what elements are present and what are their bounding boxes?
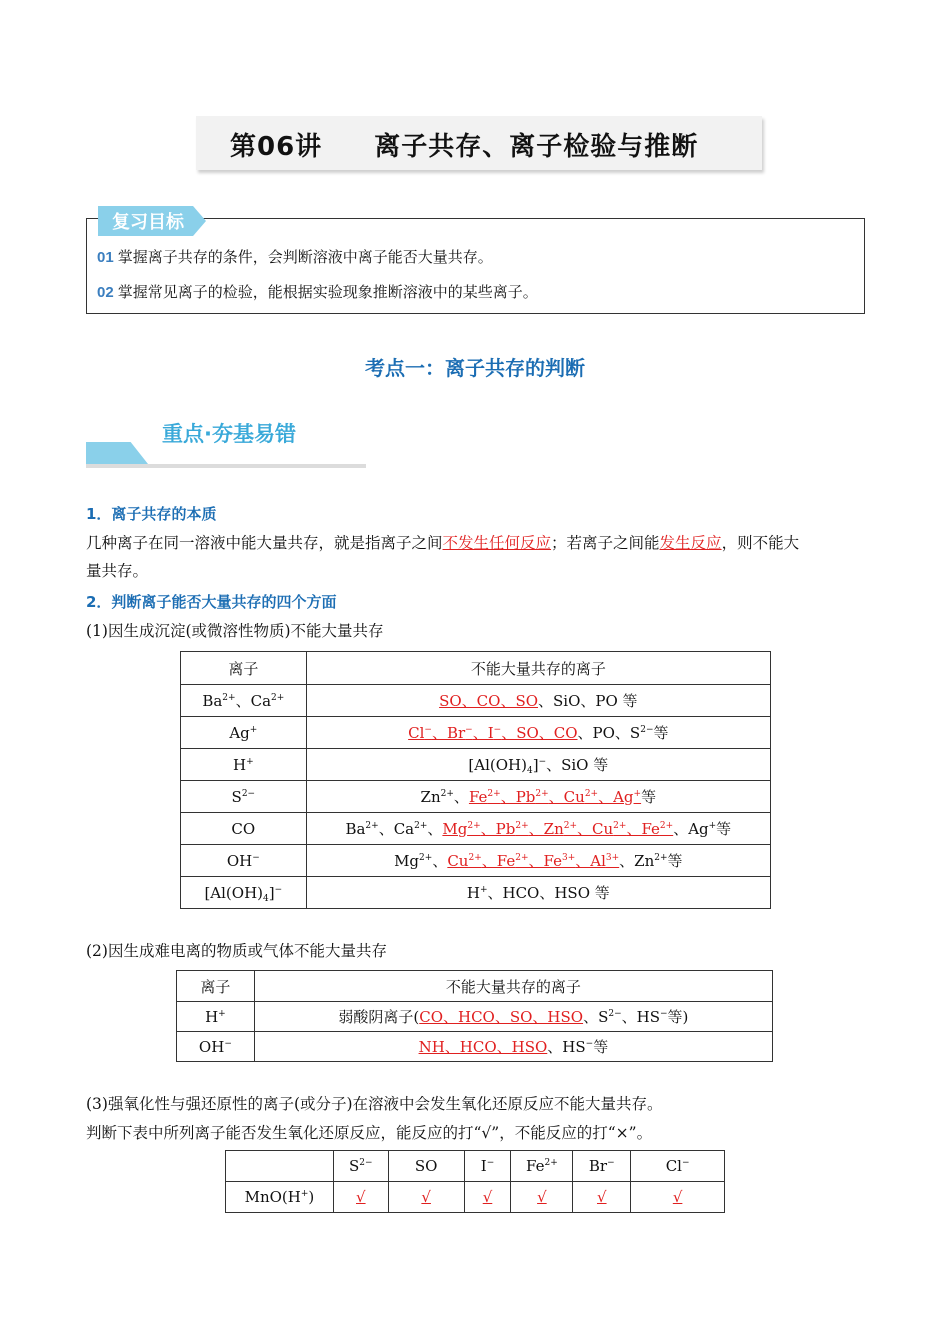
subheading-redox: (3)强氧化性与强还原性的离子(或分子)在溶液中会发生氧化还原反应不能大量共存。 [86, 1095, 663, 1113]
incompatible-cell: SO、CO、SO、SiO、PO 等 [306, 685, 770, 717]
header-cell: 不能大量共存的离子 [254, 971, 772, 1002]
incompatible-cell: $Ba^{2+}$、$Ca^{2+}$、$Mg^{2+}$、$Pb^{2+}$、$Zn^{2+}$、$Cu^{2+}$、$Fe^{2+}$、Ag+等 [306, 813, 770, 845]
ion-cell: Ag+ [181, 717, 307, 749]
incompatible-cell: Cl−、Br−、I−、SO、CO、PO、$S^{2-}$等 [306, 717, 770, 749]
table-row [181, 813, 771, 845]
heading-essence: 1．离子共存的本质 [86, 505, 217, 523]
instruction-text: 判断下表中所列离子能否发生氧化还原反应，能反应的打“√”，不能反应的打“×”。 [86, 1124, 653, 1142]
heading-four-aspects: 2．判断离子能否大量共存的四个方面 [86, 593, 337, 611]
text-run: ，则不能大 [721, 534, 800, 552]
table-row [226, 1182, 725, 1213]
header-cell: $S^{2-}$ [333, 1151, 388, 1182]
table-header-row [226, 1151, 725, 1182]
ion-cell: OH− [181, 845, 307, 877]
header-cell: $Fe^{2+}$ [511, 1151, 573, 1182]
ion-cell: CO [181, 813, 307, 845]
header-cell: 离子 [177, 971, 255, 1002]
incompatible-cell: 弱酸阴离子(CO、HCO、SO、HSO、$S^{2-}$、HS−等) [254, 1002, 772, 1032]
table-header-row [177, 971, 773, 1002]
ion-cell: $S^{2-}$ [181, 781, 307, 813]
weak-electrolyte-table [176, 970, 773, 1062]
answer-text: 发生反应 [659, 534, 722, 552]
key-points-banner [86, 410, 366, 470]
incompatible-cell: $Mg^{2+}$、$Cu^{2+}$、$Fe^{2+}$、$Fe^{3+}$、$Al^{3+}$、$Zn^{2+}$等 [306, 845, 770, 877]
goal-item [97, 281, 538, 302]
goal-item [97, 246, 493, 267]
banner-label: 重点·夯基易错 [162, 422, 296, 446]
incompatible-cell: $[Al(OH)_4]^-$、SiO 等 [306, 749, 770, 781]
subheading-weak-electrolyte: (2)因生成难电离的物质或气体不能大量共存 [86, 942, 387, 960]
redox-table [225, 1150, 725, 1213]
answer-cell: √ [464, 1182, 511, 1213]
header-cell: Cl− [631, 1151, 725, 1182]
banner-triangle-shape [86, 442, 148, 464]
goal-text: 掌握离子共存的条件，会判断溶液中离子能否大量共存。 [117, 248, 493, 266]
section-title: 考点一：离子共存的判断 [365, 356, 585, 380]
ion-cell: $Ba^{2+}$、$Ca^{2+}$ [181, 685, 307, 717]
text-run: ；若离子之间能 [551, 534, 660, 552]
answer-cell: √ [631, 1182, 725, 1213]
ion-cell: OH− [177, 1032, 255, 1062]
answer-cell: √ [573, 1182, 631, 1213]
incompatible-cell: NH、HCO、HSO、HS−等 [254, 1032, 772, 1062]
subheading-precipitate: (1)因生成沉淀(或微溶性物质)不能大量共存 [86, 622, 384, 640]
ion-cell: H+ [181, 749, 307, 781]
table-header-row [181, 652, 771, 685]
corner-cell [226, 1151, 334, 1182]
table-row [181, 781, 771, 813]
answer-text: 不发生任何反应 [442, 534, 552, 552]
table-row [181, 717, 771, 749]
goal-text: 掌握常见离子的检验，能根据实验现象推断溶液中的某些离子。 [117, 283, 538, 301]
ion-cell: H+ [177, 1002, 255, 1032]
row-label-cell: MnO(H+) [226, 1182, 334, 1213]
precipitate-table [180, 651, 771, 909]
header-cell: Br− [573, 1151, 631, 1182]
table-row [181, 877, 771, 909]
tag-label: 复习目标 [112, 212, 184, 233]
answer-cell: √ [511, 1182, 573, 1213]
title-box [196, 116, 762, 170]
review-goals-tag [98, 206, 218, 236]
header-cell: 离子 [181, 652, 307, 685]
lesson-number: 第06讲 [230, 132, 323, 162]
incompatible-cell: $Zn^{2+}$、$Fe^{2+}$、$Pb^{2+}$、$Cu^{2+}$、Ag+等 [306, 781, 770, 813]
text-run: 几种离子在同一溶液中能大量共存，就是指离子之间 [86, 534, 443, 552]
header-cell: 不能大量共存的离子 [306, 652, 770, 685]
incompatible-cell: H+、HCO、HSO 等 [306, 877, 770, 909]
table-row [177, 1002, 773, 1032]
table-row [181, 685, 771, 717]
ion-cell: $[Al(OH)_4]^-$ [181, 877, 307, 909]
answer-cell: √ [388, 1182, 464, 1213]
header-cell: I− [464, 1151, 511, 1182]
paragraph-essence [86, 529, 866, 585]
answer-cell: √ [333, 1182, 388, 1213]
goal-number: 02 [97, 284, 114, 301]
table-row [177, 1032, 773, 1062]
page-title [230, 126, 698, 163]
lesson-topic: 离子共存、离子检验与推断 [374, 132, 699, 162]
table-row [181, 845, 771, 877]
banner-underline [86, 464, 366, 468]
table-row [181, 749, 771, 781]
goal-number: 01 [97, 249, 114, 266]
text-run: 量共存。 [86, 562, 149, 580]
header-cell: SO [388, 1151, 464, 1182]
